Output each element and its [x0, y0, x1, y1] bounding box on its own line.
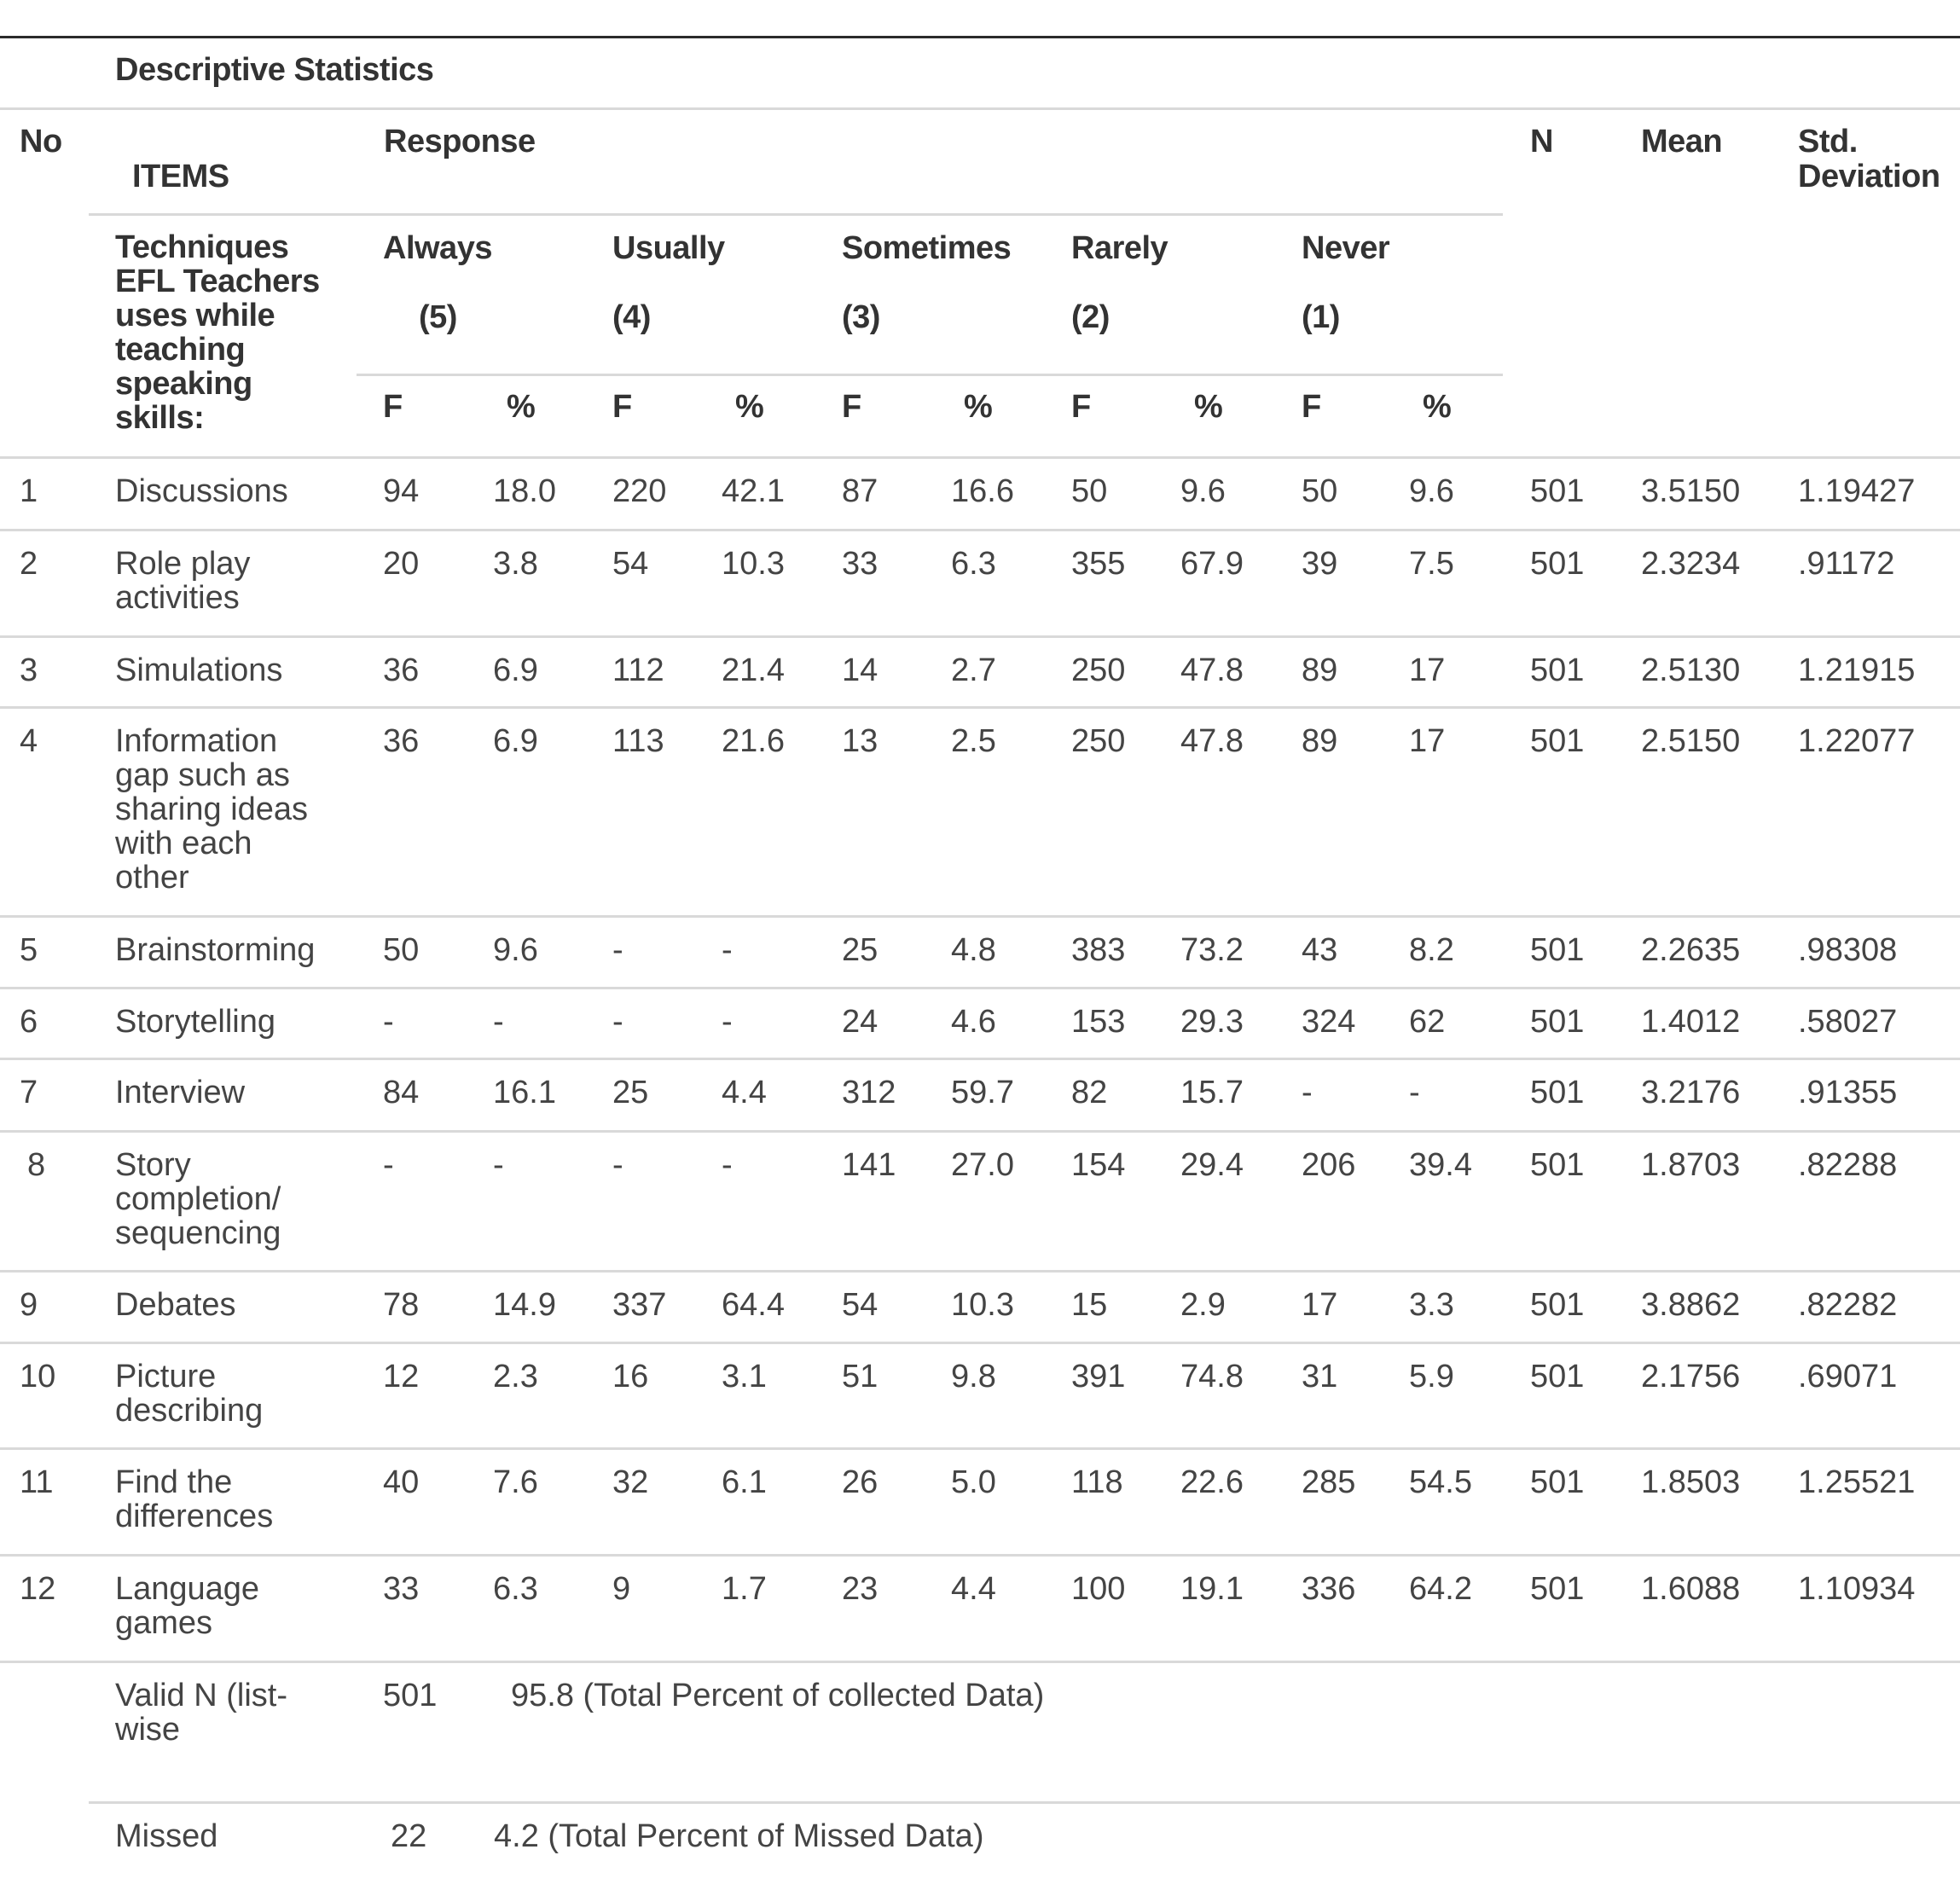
header-percent: %	[735, 389, 764, 425]
percent-cell: 74.8	[1180, 1359, 1244, 1394]
row-item-label: Debates	[115, 1287, 236, 1323]
header-percent: %	[964, 389, 993, 425]
frequency-cell: 84	[383, 1075, 420, 1110]
percent-cell: -	[722, 932, 733, 968]
percent-cell: 5.0	[951, 1464, 996, 1500]
percent-cell: 47.8	[1180, 652, 1244, 688]
row-divider	[0, 1554, 1960, 1557]
std-deviation-cell: .98308	[1798, 932, 1898, 968]
row-item-label: Find the	[115, 1464, 233, 1500]
row-number: 2	[20, 546, 38, 582]
row-divider	[0, 1342, 1960, 1344]
row-item-label: Language	[115, 1571, 260, 1607]
frequency-cell: 141	[842, 1147, 896, 1183]
percent-cell: 67.9	[1180, 546, 1244, 582]
n-cell: 501	[1530, 1075, 1585, 1110]
frequency-cell: 250	[1071, 652, 1126, 688]
frequency-cell: 33	[383, 1571, 420, 1607]
std-deviation-cell: .91172	[1798, 546, 1895, 582]
row-item-label: completion/	[115, 1181, 281, 1217]
frequency-cell: 39	[1302, 546, 1338, 582]
frequency-cell: 33	[842, 546, 879, 582]
percent-cell: 29.4	[1180, 1147, 1244, 1183]
header-f: F	[842, 389, 861, 425]
row-divider	[0, 987, 1960, 989]
percent-cell: 14.9	[493, 1287, 556, 1323]
row-divider	[0, 1661, 1960, 1663]
mean-cell: 2.5150	[1641, 723, 1741, 759]
std-deviation-cell: 1.19427	[1798, 473, 1916, 509]
scale-value: (2)	[1071, 299, 1110, 335]
n-cell: 501	[1530, 1287, 1585, 1323]
percent-cell: 8.2	[1409, 932, 1454, 968]
percent-cell: 42.1	[722, 473, 785, 509]
frequency-cell: 24	[842, 1004, 879, 1040]
frequency-cell: 118	[1071, 1464, 1123, 1500]
row-number: 3	[20, 652, 38, 688]
percent-cell: 6.9	[493, 723, 538, 759]
mean-cell: 2.1756	[1641, 1359, 1741, 1394]
missed-value: 22	[391, 1818, 427, 1854]
header-item-description-line: EFL Teachers	[115, 264, 320, 299]
frequency-cell: 82	[1071, 1075, 1108, 1110]
row-number: 8	[27, 1147, 46, 1183]
percent-cell: 17	[1409, 652, 1446, 688]
n-cell: 501	[1530, 932, 1585, 968]
percent-cell: 2.3	[493, 1359, 538, 1394]
header-percent: %	[1423, 389, 1452, 425]
frequency-cell: 20	[383, 546, 420, 582]
percent-cell: 17	[1409, 723, 1446, 759]
std-deviation-cell: .58027	[1798, 1004, 1898, 1040]
frequency-cell: 32	[612, 1464, 649, 1500]
percent-cell: 6.1	[722, 1464, 767, 1500]
header-items: ITEMS	[132, 159, 229, 194]
valid-n-label: Valid N (list-	[115, 1678, 287, 1713]
std-deviation-cell: 1.10934	[1798, 1571, 1916, 1607]
row-item-label: describing	[115, 1393, 264, 1429]
row-item-label: Discussions	[115, 473, 288, 509]
percent-cell: 3.1	[722, 1359, 767, 1394]
row-divider	[0, 529, 1960, 531]
header-item-description-line: teaching	[115, 332, 246, 368]
row-item-label: sequencing	[115, 1215, 281, 1251]
row-item-label: differences	[115, 1499, 274, 1534]
percent-cell: 29.3	[1180, 1004, 1244, 1040]
percent-cell: 64.4	[722, 1287, 785, 1323]
percent-cell: 9.8	[951, 1359, 996, 1394]
frequency-cell: 25	[842, 932, 879, 968]
percent-cell: 18.0	[493, 473, 556, 509]
std-deviation-cell: .69071	[1798, 1359, 1898, 1394]
percent-cell: 59.7	[951, 1075, 1014, 1110]
std-deviation-cell: 1.22077	[1798, 723, 1916, 759]
percent-cell: 7.6	[493, 1464, 538, 1500]
frequency-cell: 16	[612, 1359, 649, 1394]
row-item-label: Information	[115, 723, 278, 759]
row-divider	[89, 1801, 1960, 1804]
percent-cell: 3.3	[1409, 1287, 1454, 1323]
scale-label-usually: Usually	[612, 230, 725, 266]
n-cell: 501	[1530, 1571, 1585, 1607]
frequency-cell: 285	[1302, 1464, 1356, 1500]
scale-value: (1)	[1302, 299, 1340, 335]
header-f: F	[1302, 389, 1321, 425]
row-item-label: games	[115, 1605, 213, 1641]
divider	[0, 456, 1960, 459]
std-deviation-cell: .82282	[1798, 1287, 1898, 1323]
scale-value: (4)	[612, 299, 651, 335]
std-deviation-cell: .82288	[1798, 1147, 1898, 1183]
missed-note: 4.2 (Total Percent of Missed Data)	[494, 1818, 984, 1854]
divider	[89, 213, 1503, 216]
frequency-cell: 94	[383, 473, 420, 509]
frequency-cell: -	[612, 1004, 623, 1040]
header-f: F	[1071, 389, 1091, 425]
row-item-label: with each	[115, 826, 252, 861]
n-cell: 501	[1530, 1004, 1585, 1040]
percent-cell: 21.6	[722, 723, 785, 759]
percent-cell: 1.7	[722, 1571, 767, 1607]
frequency-cell: 337	[612, 1287, 667, 1323]
percent-cell: 9.6	[493, 932, 538, 968]
percent-cell: 27.0	[951, 1147, 1014, 1183]
frequency-cell: 51	[842, 1359, 879, 1394]
frequency-cell: -	[612, 1147, 623, 1183]
frequency-cell: 26	[842, 1464, 879, 1500]
percent-cell: 9.6	[1409, 473, 1454, 509]
frequency-cell: 40	[383, 1464, 420, 1500]
percent-cell: 2.5	[951, 723, 996, 759]
scale-label-always: Always	[383, 230, 492, 266]
percent-cell: 47.8	[1180, 723, 1244, 759]
mean-cell: 2.5130	[1641, 652, 1741, 688]
percent-cell: 3.8	[493, 546, 538, 582]
mean-cell: 1.8703	[1641, 1147, 1741, 1183]
row-item-label: Story	[115, 1147, 191, 1183]
row-number: 1	[20, 473, 38, 509]
row-divider	[0, 1270, 1960, 1273]
row-item-label: Interview	[115, 1075, 246, 1110]
header-percent: %	[507, 389, 536, 425]
frequency-cell: 153	[1071, 1004, 1126, 1040]
row-number: 4	[20, 723, 38, 759]
frequency-cell: 31	[1302, 1359, 1338, 1394]
frequency-cell: -	[612, 932, 623, 968]
row-item-label: activities	[115, 580, 240, 616]
frequency-cell: 36	[383, 723, 420, 759]
row-divider	[0, 915, 1960, 918]
row-number: 6	[20, 1004, 38, 1040]
percent-cell: 9.6	[1180, 473, 1226, 509]
scale-value: (5)	[419, 299, 457, 335]
header-item-description-line: speaking	[115, 366, 252, 402]
row-number: 11	[20, 1464, 54, 1500]
mean-cell: 3.8862	[1641, 1287, 1741, 1323]
frequency-cell: 9	[612, 1571, 631, 1607]
row-number: 12	[20, 1571, 56, 1607]
percent-cell: 10.3	[951, 1287, 1014, 1323]
frequency-cell: 89	[1302, 723, 1338, 759]
frequency-cell: 13	[842, 723, 879, 759]
scale-label-rarely: Rarely	[1071, 230, 1168, 266]
frequency-cell: 100	[1071, 1571, 1126, 1607]
mean-cell: 1.6088	[1641, 1571, 1741, 1607]
header-mean: Mean	[1641, 124, 1723, 159]
mean-cell: 1.4012	[1641, 1004, 1741, 1040]
percent-cell: 16.6	[951, 473, 1014, 509]
header-item-description-line: skills:	[115, 400, 205, 436]
mean-cell: 2.3234	[1641, 546, 1741, 582]
table-title: Descriptive Statistics	[115, 52, 434, 88]
row-number: 9	[20, 1287, 38, 1323]
frequency-cell: -	[383, 1147, 394, 1183]
n-cell: 501	[1530, 1464, 1585, 1500]
row-divider	[0, 1058, 1960, 1060]
row-item-label: Simulations	[115, 652, 283, 688]
scale-value: (3)	[842, 299, 880, 335]
frequency-cell: 391	[1071, 1359, 1126, 1394]
valid-n-value: 501	[383, 1678, 438, 1713]
frequency-cell: 89	[1302, 652, 1338, 688]
percent-cell: 22.6	[1180, 1464, 1244, 1500]
frequency-cell: 50	[1071, 473, 1108, 509]
percent-cell: 4.4	[951, 1571, 996, 1607]
frequency-cell: 43	[1302, 932, 1338, 968]
row-divider	[0, 1130, 1960, 1133]
header-response: Response	[384, 124, 536, 159]
frequency-cell: -	[383, 1004, 394, 1040]
percent-cell: -	[722, 1004, 733, 1040]
percent-cell: 73.2	[1180, 932, 1244, 968]
frequency-cell: 36	[383, 652, 420, 688]
row-item-label: other	[115, 860, 189, 896]
mean-cell: 1.8503	[1641, 1464, 1741, 1500]
n-cell: 501	[1530, 1359, 1585, 1394]
percent-cell: -	[493, 1147, 504, 1183]
scale-label-never: Never	[1302, 230, 1390, 266]
percent-cell: 5.9	[1409, 1359, 1454, 1394]
frequency-cell: 54	[842, 1287, 879, 1323]
frequency-cell: 250	[1071, 723, 1126, 759]
missed-label: Missed	[115, 1818, 218, 1854]
percent-cell: 6.3	[493, 1571, 538, 1607]
percent-cell: 62	[1409, 1004, 1446, 1040]
n-cell: 501	[1530, 723, 1585, 759]
mean-cell: 3.5150	[1641, 473, 1741, 509]
table-top-rule	[0, 36, 1960, 38]
frequency-cell: -	[1302, 1075, 1313, 1110]
frequency-cell: 54	[612, 546, 649, 582]
frequency-cell: 220	[612, 473, 667, 509]
valid-n-label: wise	[115, 1712, 181, 1748]
row-item-label: Storytelling	[115, 1004, 275, 1040]
frequency-cell: 15	[1071, 1287, 1108, 1323]
frequency-cell: 154	[1071, 1147, 1126, 1183]
frequency-cell: 324	[1302, 1004, 1356, 1040]
percent-cell: 21.4	[722, 652, 785, 688]
frequency-cell: 312	[842, 1075, 896, 1110]
frequency-cell: 17	[1302, 1287, 1338, 1323]
frequency-cell: 206	[1302, 1147, 1356, 1183]
percent-cell: 6.9	[493, 652, 538, 688]
scale-label-sometimes: Sometimes	[842, 230, 1012, 266]
divider	[0, 107, 1960, 110]
std-deviation-cell: 1.21915	[1798, 652, 1916, 688]
percent-cell: 10.3	[722, 546, 785, 582]
header-std-line1: Std.	[1798, 124, 1858, 159]
divider	[357, 374, 1503, 376]
percent-cell: 2.7	[951, 652, 996, 688]
row-item-label: Role play	[115, 546, 251, 582]
row-number: 10	[20, 1359, 56, 1394]
percent-cell: 6.3	[951, 546, 996, 582]
frequency-cell: 112	[612, 652, 664, 688]
percent-cell: 64.2	[1409, 1571, 1472, 1607]
row-number: 7	[20, 1075, 38, 1110]
frequency-cell: 113	[612, 723, 664, 759]
n-cell: 501	[1530, 546, 1585, 582]
percent-cell: -	[722, 1147, 733, 1183]
n-cell: 501	[1530, 652, 1585, 688]
header-item-description-line: uses while	[115, 298, 275, 333]
frequency-cell: 12	[383, 1359, 420, 1394]
percent-cell: 4.8	[951, 932, 996, 968]
percent-cell: 15.7	[1180, 1075, 1244, 1110]
row-item-label: Picture	[115, 1359, 217, 1394]
frequency-cell: 383	[1071, 932, 1126, 968]
std-deviation-cell: 1.25521	[1798, 1464, 1916, 1500]
n-cell: 501	[1530, 1147, 1585, 1183]
frequency-cell: 87	[842, 473, 879, 509]
frequency-cell: 50	[383, 932, 420, 968]
frequency-cell: 355	[1071, 546, 1126, 582]
header-no: No	[20, 124, 62, 159]
row-divider	[0, 635, 1960, 638]
percent-cell: 19.1	[1180, 1571, 1244, 1607]
n-cell: 501	[1530, 473, 1585, 509]
header-n: N	[1530, 124, 1553, 159]
frequency-cell: 14	[842, 652, 879, 688]
percent-cell: 39.4	[1409, 1147, 1472, 1183]
percent-cell: -	[1409, 1075, 1420, 1110]
percent-cell: 16.1	[493, 1075, 556, 1110]
frequency-cell: 78	[383, 1287, 420, 1323]
header-f: F	[383, 389, 403, 425]
row-number: 5	[20, 932, 38, 968]
frequency-cell: 25	[612, 1075, 649, 1110]
frequency-cell: 50	[1302, 473, 1338, 509]
mean-cell: 2.2635	[1641, 932, 1741, 968]
row-item-label: sharing ideas	[115, 791, 309, 827]
row-divider	[0, 706, 1960, 709]
percent-cell: 4.4	[722, 1075, 767, 1110]
frequency-cell: 336	[1302, 1571, 1356, 1607]
percent-cell: 2.9	[1180, 1287, 1226, 1323]
mean-cell: 3.2176	[1641, 1075, 1741, 1110]
percent-cell: -	[493, 1004, 504, 1040]
header-item-description-line: Techniques	[115, 229, 289, 265]
valid-n-note: 95.8 (Total Percent of collected Data)	[511, 1678, 1045, 1713]
row-divider	[0, 1447, 1960, 1450]
std-deviation-cell: .91355	[1798, 1075, 1898, 1110]
frequency-cell: 23	[842, 1571, 879, 1607]
percent-cell: 7.5	[1409, 546, 1454, 582]
row-item-label: gap such as	[115, 757, 290, 793]
row-item-label: Brainstorming	[115, 932, 316, 968]
header-percent: %	[1194, 389, 1223, 425]
percent-cell: 54.5	[1409, 1464, 1472, 1500]
percent-cell: 4.6	[951, 1004, 996, 1040]
header-f: F	[612, 389, 632, 425]
header-std-line2: Deviation	[1798, 159, 1940, 194]
